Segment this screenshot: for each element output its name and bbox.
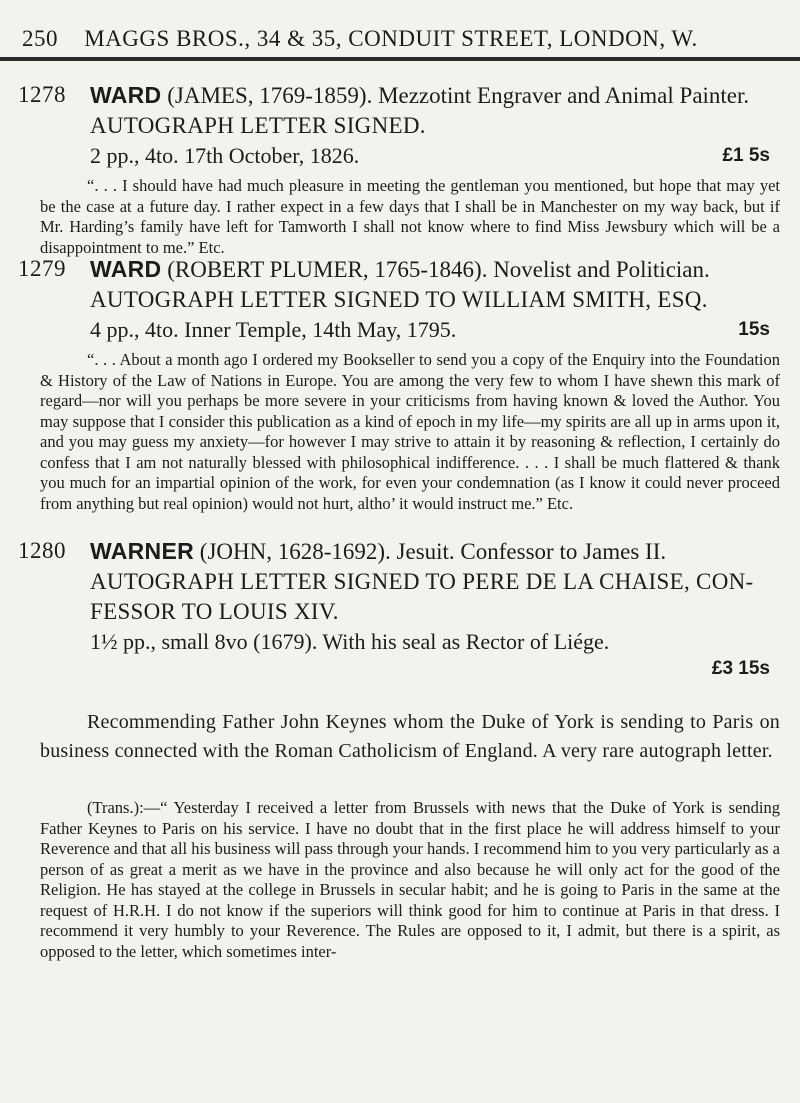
entry-subject: (JOHN, 1628-1692). Jesuit. Confessor to James II. <box>194 539 667 564</box>
entry-headline <box>90 80 780 111</box>
publisher-title: MAGGS BROS., 34 & 35, CONDUIT STREET, LONDON, W. <box>84 26 698 51</box>
entry-quote: “. . . About a month ago I ordered my Bookseller to send you a copy of the Enquiry into the Foundation & History of the Law of Nations in Europe. You are among the very few to whom I have shewn this mark of regard—nor will you perhaps be more severe in your criticisms from having known & loved the Author. You may suppose that I consider this publication as a kind of epoch in my life—my spirits are all up in arms upon it, and you may guess my anxiety—for however I may strive to attain it by reasoning & reflection, I certainly do confess that I am not naturally blessed with philosophical indifference. . . . I shall be much flattered & thank you much for an impartial opinion of the work, for even your condemnation (as I know it could never proceed from anything but real opinion) would not hurt, altho’ it would instruct me.” Etc. <box>40 350 780 513</box>
lot-number: 1279 <box>18 256 66 281</box>
entry-description <box>90 315 780 345</box>
entry-note: Recommending Father John Keynes whom the Duke of York is sending to Paris on business connected with the Roman Catholicism of England. A very rare autograph letter. <box>40 711 780 762</box>
entry-name: WARNER <box>90 538 195 564</box>
entry-item-title: AUTOGRAPH LETTER SIGNED TO PERE DE LA CHAISE, CON-FESSOR TO LOUIS XIV. <box>90 569 754 624</box>
entry-physical-description: 4 pp., 4to. Inner Temple, 14th May, 1795. <box>90 317 457 342</box>
entry-description <box>90 141 780 171</box>
entry-quote: “. . . I should have had much pleasure in meeting the gentleman you mentioned, but hope that may yet be the case at a future day. I rather expect in a few days that I shall be in Manchester on my way back, but if Mr. Harding’s family have left for Tamworth I shall not know where to find Miss Jewsbury which will be a disappointment to me.” Etc. <box>40 176 780 257</box>
page-header <box>22 26 792 52</box>
entry-name: WARD <box>90 82 162 108</box>
entry-name: WARD <box>90 256 162 282</box>
entry-item-title: AUTOGRAPH LETTER SIGNED TO WILLIAM SMITH, ESQ. <box>90 287 708 312</box>
entry-quote: (Trans.):—“ Yesterday I received a letter from Brussels with news that the Duke of York is sending Father Keynes to Paris on his service. I have no doubt that in the first place he will address himself to your Reverence and that all his business will pass through your hands. I recommend him to you very particularly as a person of as great a merit as we have in the province and also because he will only act for the good of the Religion. He has stayed at the college in Brussels in secular habit; and he is going to Paris in the same at the request of H.R.H. I do not know if the superiors will think good for him to continue at Paris in that dress. I recommend it very humbly to your Reverence. The Rules are opposed to it, I admit, but there is a spirit, as opposed to the letter, which sometimes inter- <box>40 798 780 961</box>
lot-number: 1278 <box>18 82 66 107</box>
entry-physical-description: 1½ pp., small 8vo (1679). With his seal as Rector of Liége. <box>90 629 610 654</box>
entry-price: 15s <box>738 319 770 340</box>
entry-subject: (ROBERT PLUMER, 1765-1846). Novelist and Politician. <box>161 257 710 282</box>
entry-physical-description: 2 pp., 4to. 17th October, 1826. <box>90 143 360 168</box>
entry-subject: (JAMES, 1769-1859). Mezzotint Engraver and Animal Painter. <box>161 83 750 108</box>
page-number: 250 <box>22 26 58 51</box>
entry-item-title: AUTOGRAPH LETTER SIGNED. <box>90 113 426 138</box>
entry-price: £1 5s <box>722 145 770 166</box>
entry-price: £3 15s <box>711 658 770 679</box>
lot-number: 1280 <box>18 538 66 563</box>
entry-headline <box>90 536 780 567</box>
header-rule <box>0 57 800 61</box>
entry-headline <box>90 254 780 285</box>
